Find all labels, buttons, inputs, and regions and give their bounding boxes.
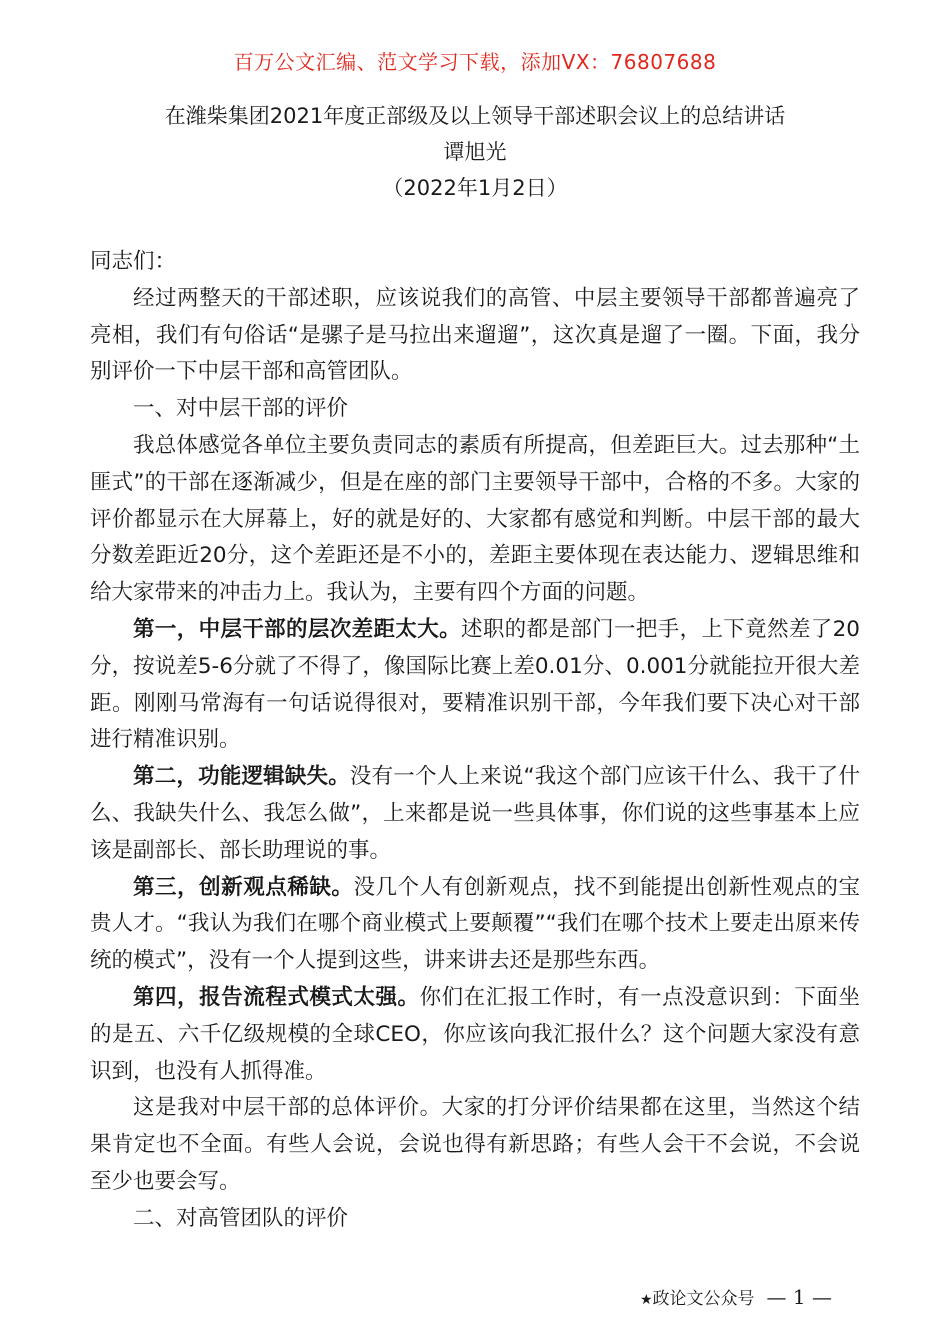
- point-3-heading: 第三，创新观点稀缺。: [133, 874, 354, 900]
- paragraph-intro: 经过两整天的干部述职，应该说我们的高管、中层主要领导干部都普遍亮了亮相，我们有句俗话“是骡子是马拉出来遛遛”，这次真是遛了一圈。下面，我分别评价一下中层干部和高管团队。: [90, 285, 860, 385]
- document-title: 在潍柴集团2021年度正部级及以上领导干部述职会议上的总结讲话: [164, 104, 786, 128]
- section-heading-2: 二、对高管团队的评价: [133, 1205, 349, 1231]
- point-4-text: 你们在汇报工作时，有一点没意识到：下面坐的是五、六千亿级规模的全球CEO，你应该向我汇报什么？这个问题大家没有意识到，也没有人抓得准。: [90, 984, 860, 1084]
- point-1-heading: 第一，中层干部的层次差距太大。: [133, 616, 461, 642]
- speech-date: （2022年1月2日）: [382, 176, 568, 200]
- paragraph-point-2: [90, 759, 860, 869]
- paragraph-overview: 我总体感觉各单位主要负责同志的素质有所提高，但差距巨大。过去那种“土匪式”的干部在逐渐减少，但是在座的部门主要领导干部中，合格的不多。大家的评价都显示在大屏幕上，好的就是好的、大家都有感觉和判断。中层干部的最大分数差距近20分，这个差距还是不小的，差距主要体现在表达能力、逻辑思维和给大家带来的冲击力上。我认为，主要有四个方面的问题。: [90, 432, 860, 606]
- document-body: [90, 244, 860, 1238]
- title-block: [0, 98, 950, 206]
- section-heading-1: 一、对中层干部的评价: [133, 396, 349, 422]
- paragraph-point-1: [90, 612, 860, 759]
- page-number: — 1 —: [766, 1285, 832, 1309]
- point-1-text: 述职的都是部门一把手，上下竟然差了20分，按说差5-6分就了不得了，像国际比赛上差0.01分、0.001分就能拉开很大差距。刚刚马常海有一句话说得很对，要精准识别干部，今年我们要下决心对干部进行精准识别。: [90, 616, 860, 753]
- point-4-heading: 第四，报告流程式模式太强。: [133, 984, 420, 1010]
- footer-source: 政论文公众号: [652, 1289, 755, 1309]
- page-footer: [640, 1284, 832, 1309]
- point-3-text: 没几个人有创新观点，找不到能提出创新性观点的宝贵人才。“我认为我们在哪个商业模式上要颠覆”“我们在哪个技术上要走出原来传统的模式”，没有一个人提到这些，讲来讲去还是那些东西。: [90, 874, 860, 974]
- paragraph-summary: 这是我对中层干部的总体评价。大家的打分评价结果都在这里，当然这个结果肯定也不全面。有些人会说，会说也得有新思路；有些人会干不会说，不会说至少也要会写。: [90, 1095, 860, 1194]
- salutation: 同志们：: [90, 249, 177, 274]
- star-icon: ★: [639, 1292, 653, 1308]
- paragraph-point-4: [90, 980, 860, 1090]
- point-2-heading: 第二，功能逻辑缺失。: [133, 764, 350, 790]
- point-2-text: 没有一个人上来说“我这个部门应该干什么、我干了什么、我缺失什么、我怎么做”，上来都是说一些具体事，你们说的这些事基本上应该是副部长、部长助理说的事。: [90, 764, 860, 863]
- paragraph-point-3: [90, 870, 860, 980]
- author-name: 谭旭光: [443, 140, 507, 164]
- promo-banner: 百万公文汇编、范文学习下载，添加VX：76807688: [233, 50, 717, 74]
